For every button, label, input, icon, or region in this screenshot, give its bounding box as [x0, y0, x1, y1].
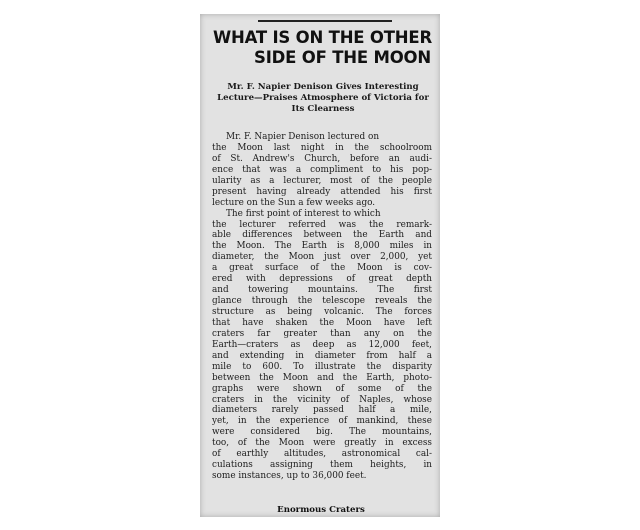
- body-line: Mr. F. Napier Denison lectured on: [226, 132, 380, 142]
- body-line: between the Moon and the Earth, photo-: [212, 372, 432, 383]
- deck-subtitle: Mr. F. Napier Denison Gives Interesting Lecture—Praises Atmosphere of Victoria for Its Clearness: [217, 82, 429, 114]
- body-line: able differences between the Earth and: [212, 230, 432, 241]
- body-line: ered with depressions of great depth: [212, 274, 432, 285]
- body-line: a great surface of the Moon is cov-: [212, 263, 432, 274]
- body-line: glance through the telescope reveals the: [212, 296, 432, 307]
- body-line: the Moon. The Earth is 8,000 miles in: [212, 241, 432, 252]
- headline-line-2: SIDE OF THE MOON: [254, 48, 431, 67]
- body-line: too, of the Moon were greatly in excess: [212, 438, 432, 449]
- body-line: craters far greater than any on the: [212, 328, 432, 339]
- body-line: diameters rarely passed half a mile,: [212, 405, 432, 416]
- body-line: structure as being volcanic. The forces: [212, 307, 432, 317]
- body-line: present having already attended his first: [212, 186, 432, 197]
- body-line: the lecturer referred was the remark-: [212, 219, 432, 230]
- body-line: and extending in diameter from half a: [212, 350, 432, 361]
- headline-line-1: WHAT IS ON THE OTHER: [213, 28, 432, 47]
- body-line: graphs were shown of some of the: [212, 383, 432, 394]
- body-line: craters in the vicinity of Naples, whose: [212, 394, 432, 405]
- body-line: mile to 600. To illustrate the disparity: [212, 361, 432, 372]
- body-line: ence that was a compliment to his pop-: [212, 164, 432, 175]
- section-subheading: Enormous Craters: [277, 505, 365, 515]
- body-line: and towering mountains. The first: [212, 285, 432, 296]
- article-body: [212, 132, 432, 482]
- newspaper-clipping: [200, 14, 440, 517]
- body-line: of St. Andrew's Church, before an audi-: [212, 153, 432, 164]
- top-rule: [258, 20, 392, 22]
- body-line: yet, in the experience of mankind, these: [212, 416, 432, 427]
- body-line: some instances, up to 36,000 feet.: [212, 471, 367, 482]
- body-line: diameter, the Moon just over 2,000, yet: [212, 252, 432, 263]
- body-line: the Moon last night in the schoolroom: [212, 142, 432, 153]
- body-line: The first point of interest to which: [226, 208, 381, 219]
- body-line: culations assigning them heights, in: [212, 460, 432, 471]
- headline: [210, 28, 432, 68]
- body-line: were considered big. The mountains,: [212, 427, 432, 438]
- body-line: that have shaken the Moon have left: [212, 317, 432, 328]
- body-line: Earth—craters as deep as 12,000 feet,: [212, 339, 432, 350]
- body-line: lecture on the Sun a few weeks ago.: [212, 197, 376, 208]
- body-line: of earthly altitudes, astronomical cal-: [212, 449, 432, 460]
- body-line: ularity as a lecturer, most of the people: [212, 175, 432, 186]
